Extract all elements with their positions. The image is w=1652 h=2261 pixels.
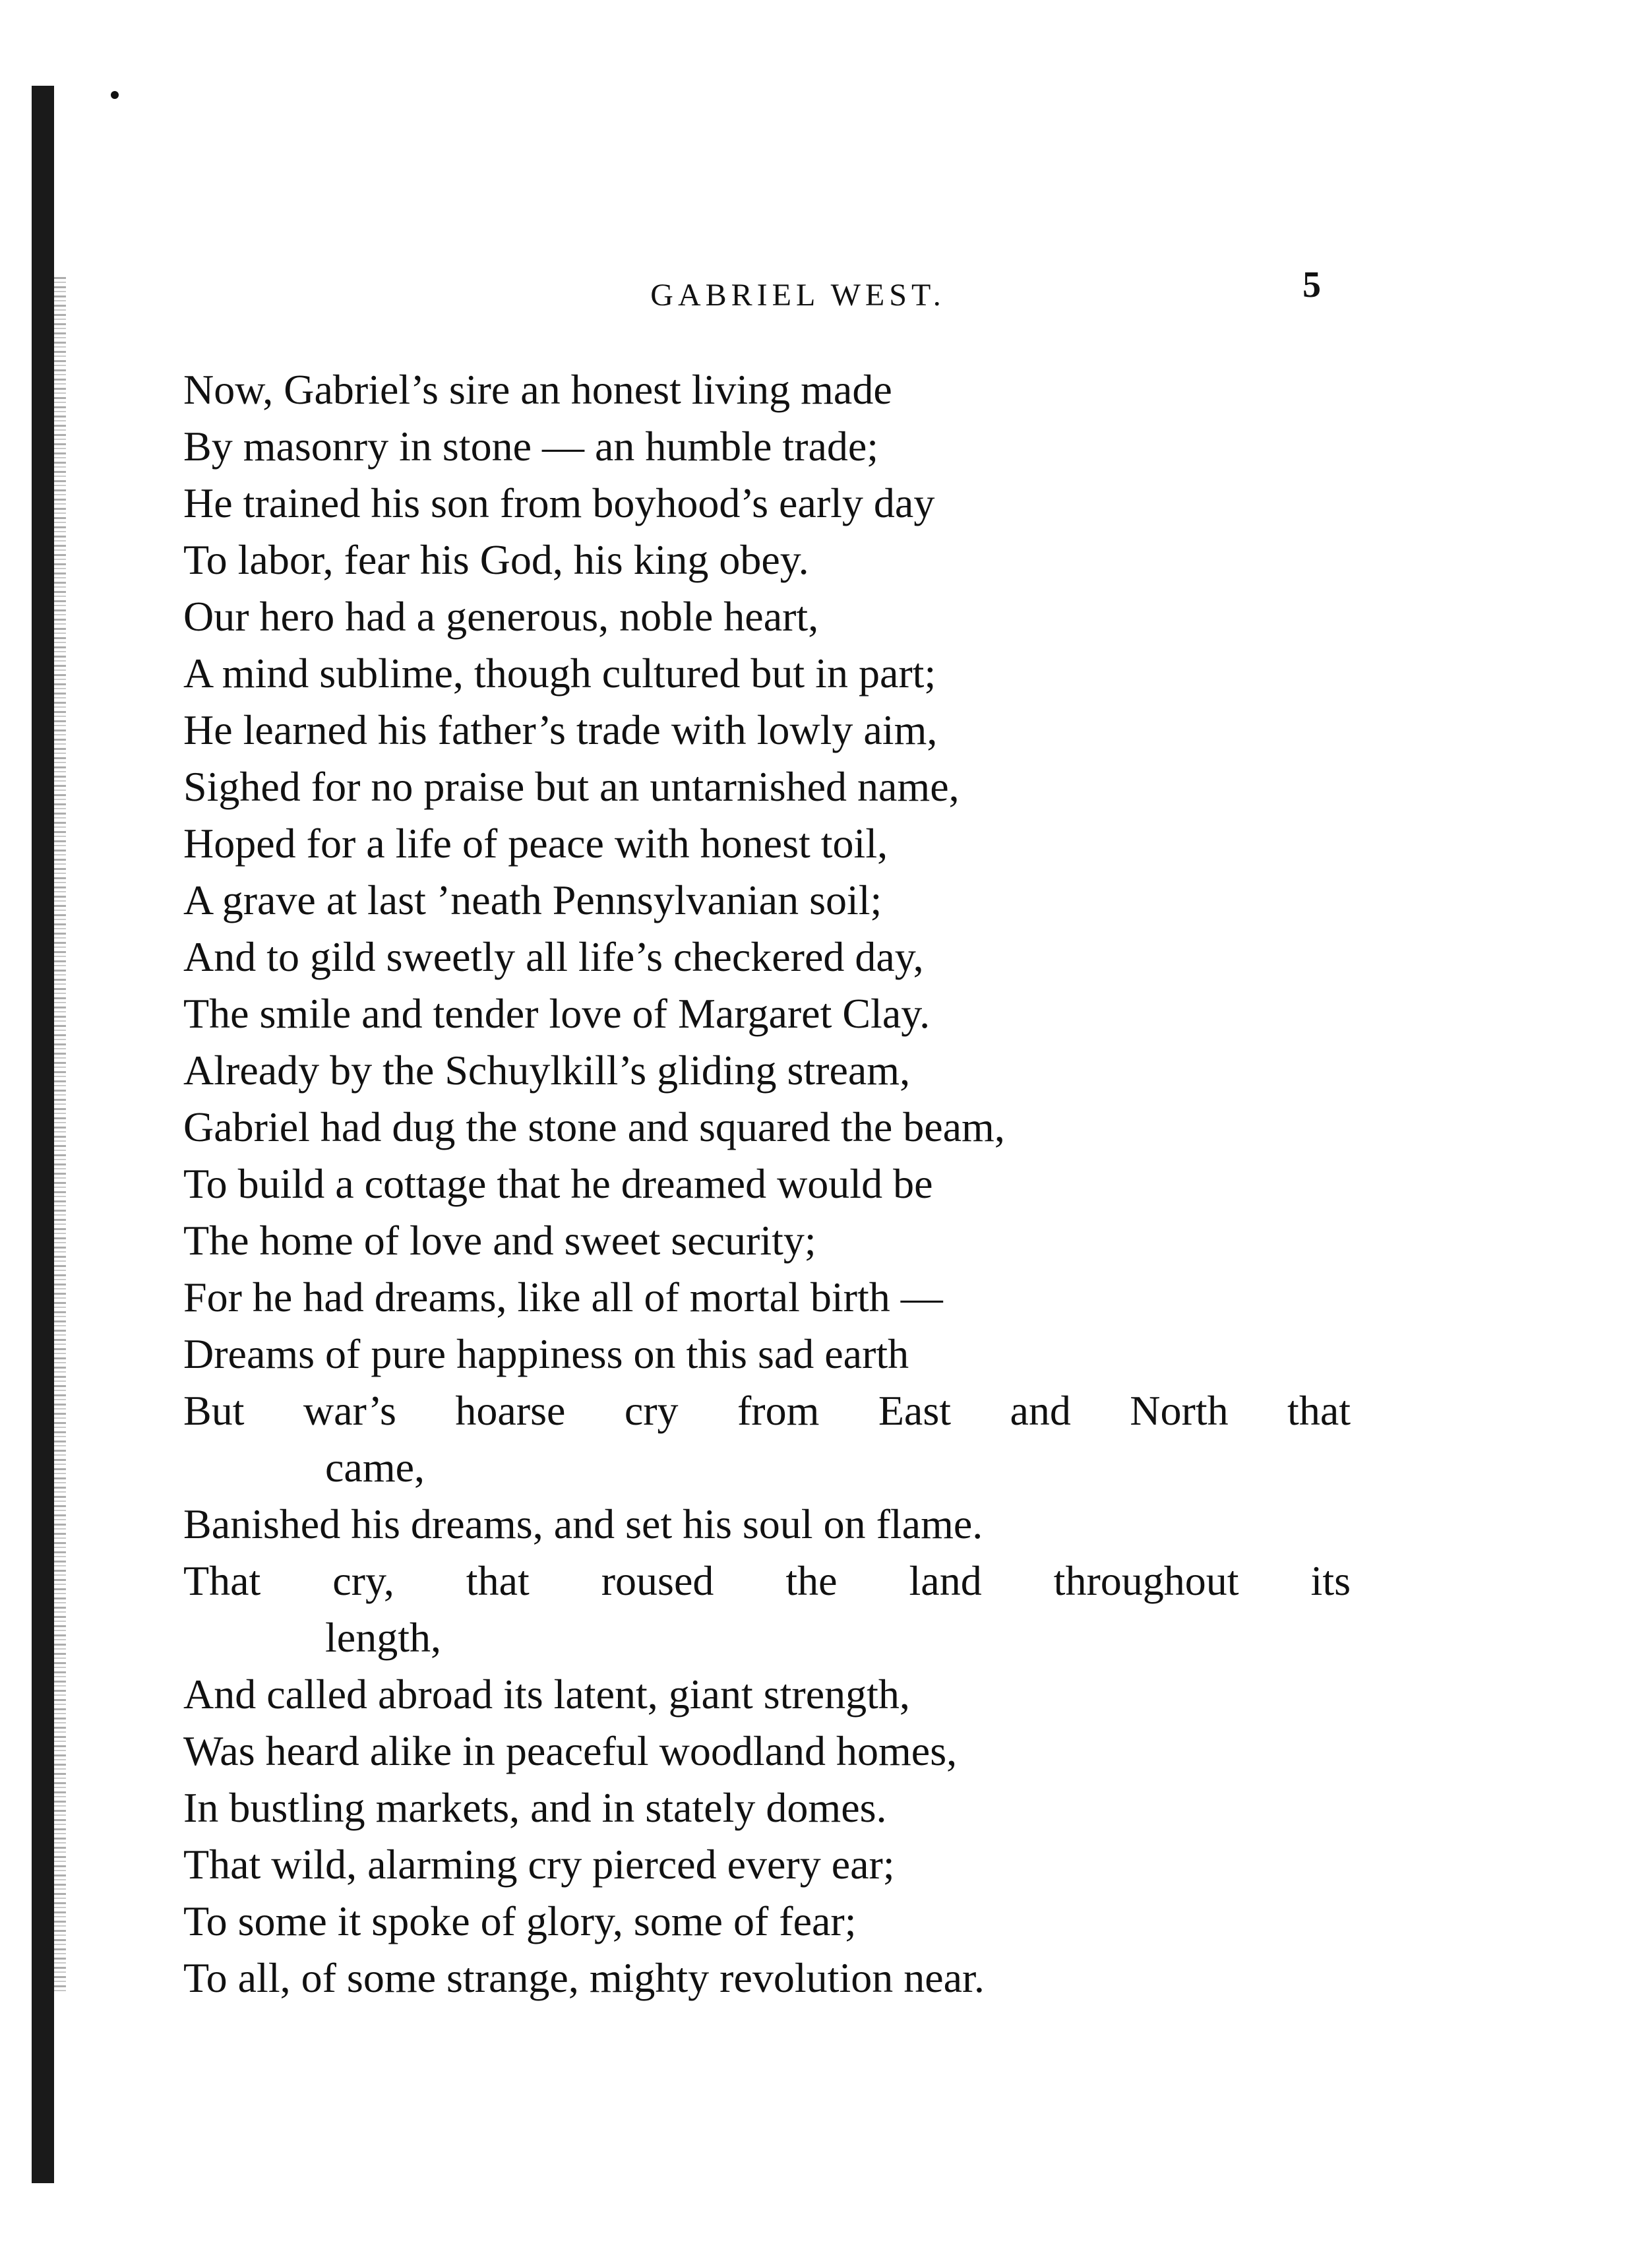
verse-line: Dreams of pure happiness on this sad earth xyxy=(183,1330,909,1377)
verse-line: A mind sublime, though cultured but in part; xyxy=(183,650,936,697)
verse-line: The smile and tender love of Margaret Clay. xyxy=(183,990,931,1037)
running-head xyxy=(0,264,1652,317)
verse-line: A grave at last ’neath Pennsylvanian soil; xyxy=(183,877,882,923)
verse-line: Was heard alike in peaceful woodland homes, xyxy=(183,1727,958,1774)
verse-line: By masonry in stone — an humble trade; xyxy=(183,423,879,470)
scan-edge-noise xyxy=(54,277,66,1992)
verse-line: But war’s hoarse cry from East and North that xyxy=(183,1387,1351,1434)
scan-binding-edge xyxy=(32,86,54,2183)
verse-line-continuation: came, xyxy=(325,1444,425,1491)
verse-line: Our hero had a generous, noble heart, xyxy=(183,593,819,640)
verse-line: Gabriel had dug the stone and squared the beam, xyxy=(183,1103,1005,1150)
verse-line: The home of love and sweet security; xyxy=(183,1217,816,1264)
verse-line: That cry, that roused the land throughout its xyxy=(183,1557,1351,1604)
verse-line: Banished his dreams, and set his soul on flame. xyxy=(183,1501,983,1547)
verse-line: Now, Gabriel’s sire an honest living made xyxy=(183,366,892,413)
verse-line: That wild, alarming cry pierced every ear; xyxy=(183,1841,895,1888)
verse-line: In bustling markets, and in stately domes. xyxy=(183,1784,887,1831)
verse-line: And called abroad its latent, giant strength, xyxy=(183,1671,910,1718)
poem-text xyxy=(183,361,1357,2006)
verse-line: He trained his son from boyhood’s early day xyxy=(183,480,935,526)
verse-line: To all, of some strange, mighty revolution near. xyxy=(183,1954,985,2001)
verse-line: To labor, fear his God, his king obey. xyxy=(183,536,809,583)
verse-line: And to gild sweetly all life’s checkered day, xyxy=(183,933,924,980)
verse-line: He learned his father’s trade with lowly aim, xyxy=(183,706,938,753)
page-number: 5 xyxy=(1302,264,1321,305)
verse-line: Hoped for a life of peace with honest toil, xyxy=(183,820,888,867)
ink-speck xyxy=(111,91,119,99)
verse-line: Sighed for no praise but an untarnished name, xyxy=(183,763,960,810)
verse-line-continuation: length, xyxy=(325,1614,441,1661)
verse-line: For he had dreams, like all of mortal birth — xyxy=(183,1274,943,1320)
verse-line: Already by the Schuylkill’s gliding stream, xyxy=(183,1047,911,1094)
verse-line: To some it spoke of glory, some of fear; xyxy=(183,1898,857,1944)
verse-line: To build a cottage that he dreamed would be xyxy=(183,1160,933,1207)
page-title: GABRIEL WEST. xyxy=(650,278,946,313)
